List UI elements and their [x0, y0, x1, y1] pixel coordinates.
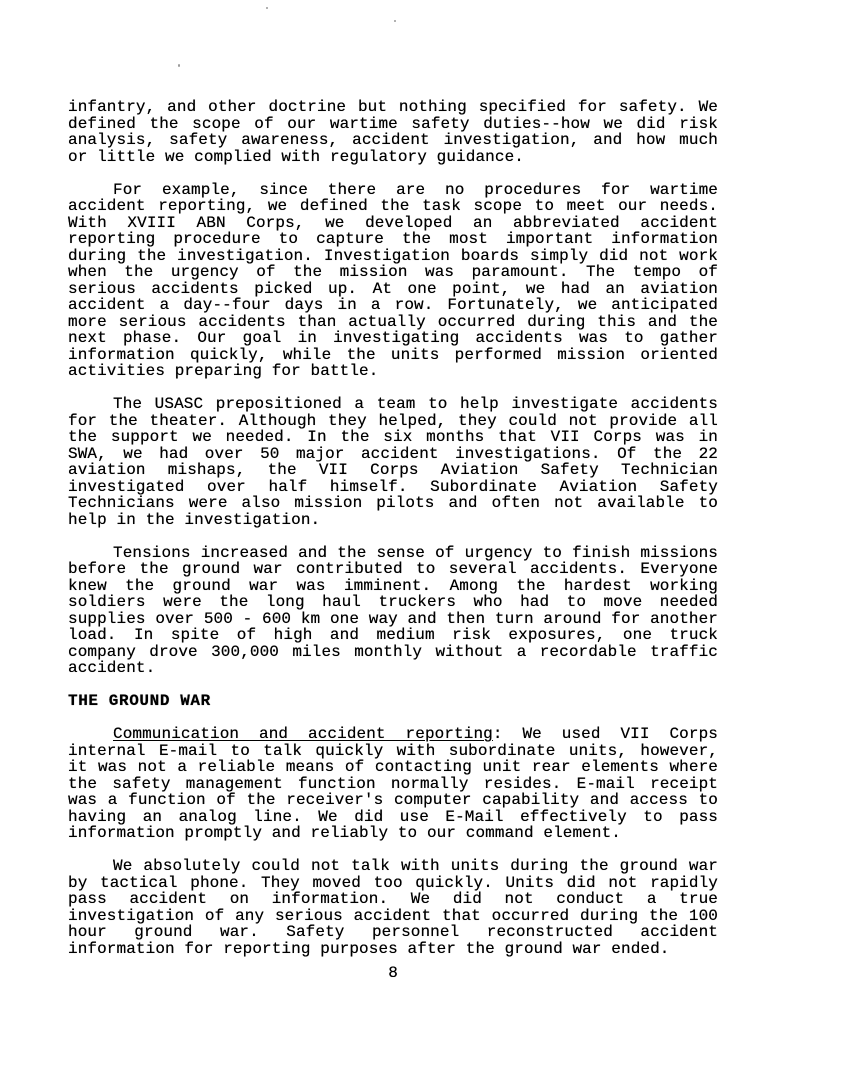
text-line: for the theater. Although they helped, they could not provide all [68, 411, 718, 430]
text-line: supplies over 500 - 600 km one way and then turn around for another [68, 609, 719, 628]
text-line: or little we complied with regulatory guidance. [68, 147, 524, 166]
text-line: knew the ground war was imminent. Among the hardest working [68, 576, 718, 595]
text-line: before the ground war contributed to several accidents. Everyone [68, 560, 718, 578]
text-line: SWA, we had over 50 major accident investigations. Of the 22 [68, 444, 718, 463]
text-line: the safety management function normally resides. E-mail receipt [68, 774, 718, 793]
text-line: during the investigation. Investigation boards simply did not work [68, 246, 718, 265]
text-line: defined the scope of our wartime safety duties--how we did risk [68, 114, 718, 133]
text-line: accident a day--four days in a row. Fortunately, we anticipated [68, 296, 718, 314]
text-line: load. In spite of high and medium risk exposures, one truck [68, 626, 718, 644]
text-line: infantry, and other doctrine but nothing specified for safety. We [68, 98, 718, 116]
text-line: by tactical phone. They moved too quickly. Units did not rapidly [68, 873, 718, 892]
text-line: accident reporting, we defined the task scope to meet our needs. [68, 197, 718, 215]
text-line: internal E-mail to talk quickly with subordinate units, however, [68, 741, 718, 760]
text-line: soldiers were the long haul truckers who had to move needed [68, 593, 718, 611]
text-line: having an analog line. We did use E-Mail effectively to pass [68, 807, 718, 826]
text-line: analysis, safety awareness, accident investigation, and how much [68, 131, 718, 149]
scan-speck [394, 20, 396, 22]
paragraph [68, 726, 718, 842]
text-line: Communication and accident reporting: We used VII Corps [113, 725, 718, 743]
text-line: help in the investigation. [68, 510, 321, 529]
text-line: the support we needed. In the six months that VII Corps was in [68, 428, 718, 446]
text-line: With XVIII ABN Corps, we developed an abbreviated accident [68, 213, 718, 232]
text-line: aviation mishaps, the VII Corps Aviation Safety Technician [68, 461, 718, 479]
text-line: more serious accidents than actually occurred during this and the [68, 312, 718, 331]
page-number: 8 [388, 964, 398, 982]
text-line: when the urgency of the mission was paramount. The tempo of [68, 263, 718, 281]
text-line: investigation of any serious accident that occurred during the 100 [68, 906, 718, 925]
text-line: Technicians were also mission pilots and often not available to [68, 494, 718, 512]
text-line: next phase. Our goal in investigating accidents was to gather [68, 329, 718, 347]
text-line: accident. [68, 659, 156, 677]
paragraph [68, 396, 718, 528]
underlined-lead-in: Communication and accident reporting [113, 725, 493, 743]
text-line: company drove 300,000 miles monthly without a recordable traffic [68, 642, 718, 661]
text-line: serious accidents picked up. At one point, we had an aviation [68, 279, 718, 298]
text-line: reporting procedure to capture the most important information [68, 230, 718, 248]
text-line: it was not a reliable means of contacting unit rear elements where [68, 758, 718, 776]
text-line: pass accident on information. We did not conduct a true [68, 890, 718, 908]
text-line: activities preparing for battle. [68, 362, 379, 380]
paragraph [68, 545, 718, 677]
text-line: information quickly, while the units performed mission oriented [68, 345, 718, 364]
scan-speck [178, 64, 180, 67]
scan-speck [266, 7, 268, 9]
text-line: hour ground war. Safety personnel reconstructed accident [68, 923, 718, 941]
paragraph [68, 858, 718, 957]
text-line: information promptly and reliably to our command element. [68, 824, 621, 842]
paragraph [68, 99, 718, 165]
text-line: The USASC prepositioned a team to help investigate accidents [113, 395, 718, 413]
text-line: information for reporting purposes after the ground war ended. [68, 939, 670, 958]
section-heading: THE GROUND WAR [68, 692, 211, 710]
text-line: was a function of the receiver's computer capability and access to [68, 791, 718, 809]
text-line: Tensions increased and the sense of urgency to finish missions [113, 543, 718, 562]
text-line: For example, since there are no procedures for wartime [113, 180, 718, 199]
text-line: investigated over half himself. Subordinate Aviation Safety [68, 477, 718, 496]
paragraph [68, 182, 718, 380]
text-column [68, 99, 718, 974]
text-line: We absolutely could not talk with units during the ground war [113, 857, 718, 875]
